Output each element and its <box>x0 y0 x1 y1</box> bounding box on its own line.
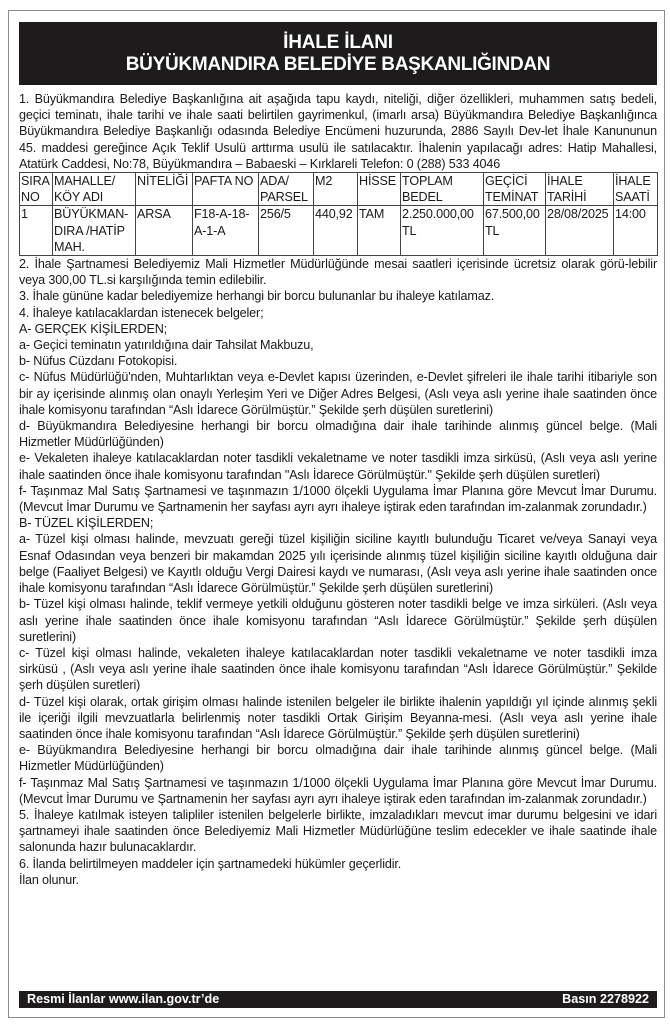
notice-body <box>19 91 657 888</box>
notice-title: İHALE İLANI <box>283 31 393 53</box>
cell-hisse: TAM <box>358 206 401 256</box>
col-header-ihale-tarihi: İHALE TARİHİ <box>546 173 614 206</box>
col-header-mahalle: MAHALLE/ KÖY ADI <box>53 173 136 206</box>
col-header-hisse: HİSSE <box>358 173 401 206</box>
footer-press-number: Basın 2278922 <box>562 992 649 1006</box>
intro-paragraph: 1. Büyükmandıra Belediye Başkanlığına ait aşağıda tapu kaydı, niteliği, diğer özellikleri, muhammen satış bedeli, geçici teminatı, ihale tarihi ve ihale saati belirtilen gayrimenkul, (imarlı arsa) Büyükmandıra Belediye Başkanlığınca Büyükmandıra Belediye Başkanlığı odasında Belediye Encümeni huzurunda, 2886 Sayılı Dev-let İhale Kanununun 45. maddesi gereğince Açık Teklif Usulü arttırma usulü ile satılacaktır. İhalenin yapılacağı adres: Hatip Mahallesi, Atatürk Caddesi, No:78, Büyükmandıra – Babaeski – Kırklareli Telefon: 0 (288) 533 4046 <box>19 92 657 171</box>
col-header-ada-parsel: ADA/ PARSEL <box>259 173 314 206</box>
cell-gecici-teminat: 67.500,00 TL <box>484 206 546 256</box>
list-item: b- Tüzel kişi olması halinde, teklif vermeye yetkili olduğunu gösteren noter tasdikli belge ve imza sirküleri. (Aslı veya aslı yerine ihale saatinden önce ihale komisyonu tarafından “Aslı İdarece Görülmüştür.” Şekilde şerh düşülen suretlerini) <box>19 597 657 644</box>
col-header-sira-no: SIRA NO <box>20 173 53 206</box>
cell-mahalle: BÜYÜKMAN-DIRA /HATİP MAH. <box>53 206 136 256</box>
cell-sira-no: 1 <box>20 206 53 256</box>
col-header-toplam-bedel: TOPLAM BEDEL <box>401 173 484 206</box>
footer-website-link[interactable]: Resmi İlanlar www.ilan.gov.tr’de <box>27 992 220 1006</box>
cell-toplam-bedel: 2.250.000,00 TL <box>401 206 484 256</box>
closing-line: İlan olunur. <box>19 872 79 887</box>
cell-m2: 440,92 <box>314 206 358 256</box>
notice-subtitle: BÜYÜKMANDIRA BELEDİYE BAŞKANLIĞINDAN <box>125 53 551 75</box>
list-item: e- Büyükmandıra Belediyesine herhangi bir borcu olmadığına dair ihale tarihinde alınmış güncel belge. (Mali Hizmetler Müdürlüğünden) <box>19 743 657 774</box>
paragraph-2: 2. İhale Şartnamesi Belediyemiz Mali Hizmetler Müdürlüğünde mesai saatleri içerisinde ücretsiz olarak görü-lebilir veya 300,00 TL.si karşılığında temin edilebilir. <box>19 257 657 288</box>
list-item: f- Taşınmaz Mal Satış Şartnamesi ve taşınmazın 1/1000 ölçekli Uygulama İmar Planına göre Mevcut İmar Durumu. (Mevcut İmar Durumu ve Şartnamenin her sayfası ayrı ayrı ihaleye iştirak eden tarafından im-zalanmak zorundadır.) <box>19 775 657 806</box>
list-item: d- Tüzel kişi olarak, ortak girişim olması halinde istenilen belgeler ile birlikte ihalenin yapıldığı yıl içinde alınmış şekli ile içeriği ilgili mevzuatlarla belirlenmiş noter tasdikli Ortak Girişim Beyanna-mesi. (Aslı veya aslı yerine ihale saatinden önce ihale komisyonu tarafından “Aslı İdarece Görülmüştür.” Şekilde şerh düşülen suretlerini) <box>19 694 657 741</box>
section-heading-gercek: A- GERÇEK KİŞİLERDEN; <box>19 321 168 336</box>
cell-ada-parsel: 256/5 <box>259 206 314 256</box>
cell-niteligi: ARSA <box>136 206 193 256</box>
section-heading-tuzel: B- TÜZEL KİŞİLERDEN; <box>19 516 154 531</box>
notice-footer <box>19 991 657 1008</box>
list-item: d- Büyükmandıra Belediyesine herhangi bir borcu olmadığına dair ihale tarihinde alınmış güncel belge. (Mali Hizmetler Müdürlüğünden) <box>19 419 657 450</box>
col-header-pafta-no: PAFTA NO <box>193 173 259 206</box>
tender-table <box>19 172 658 256</box>
notice-header <box>19 22 657 85</box>
paragraph-6: 6. İlanda belirtilmeyen maddeler için şartnamedeki hükümler geçerlidir. <box>19 856 402 871</box>
cell-pafta-no: F18-A-18-A-1-A <box>193 206 259 256</box>
paragraph-5: 5. İhaleye katılmak isteyen talipliler istenilen belgelerle birlikte, imzaladıkları mevcut imar durumu belgesini ve idari şartnameyi ihale saatinden önce Belediyemiz Mali Hizmetler Müdürlüğüne teslim edecekler ve ihale saatinde ihale salonunda hazır bulunacaklardır. <box>19 807 657 855</box>
table-header-row <box>20 173 658 206</box>
list-item: a- Geçici teminatın yatırıldığına dair Tahsilat Makbuzu, <box>19 338 314 353</box>
table-row <box>20 206 658 256</box>
list-item: e- Vekaleten ihaleye katılacaklardan noter tasdikli vekaletname ve noter tasdikli imza sirküsü, (Aslı veya aslı yerine ihale saatinden önce ihale komisyonu tarafından "Aslı İdarece Görülmüştür." Şekilde şerh düşülen suretleri) <box>19 451 657 482</box>
col-header-m2: M2 <box>314 173 358 206</box>
paragraph-3: 3. İhale gününe kadar belediyemize herhangi bir borcu bulunanlar bu ihaleye katılamaz. <box>19 289 495 304</box>
list-item: b- Nüfus Cüzdanı Fotokopisi. <box>19 354 178 369</box>
list-item: f- Taşınmaz Mal Satış Şartnamesi ve taşınmazın 1/1000 ölçekli Uygulama İmar Planına göre Mevcut İmar Durumu. (Mevcut İmar Durumu ve Şartnamenin her sayfası ayrı ayrı ihaleye iştirak eden tarafından im-zalanmak zorundadır.) <box>19 483 657 515</box>
list-item: c- Nüfus Müdürlüğü'nden, Muhtarlıktan veya e-Devlet kapısı üzerinden, e-Devlet şifreleri ile ihale tarihi itibariyle son bir ay içerisinde alınmış olan onaylı Yerleşim Yeri ve Diğer Adres Belgesi, (Aslı veya aslı yerine ihale saatinden önce ihale komisyonu tarafından “Aslı İdarece Görülmüştür.” Şekilde şerh düşülen suretlerini) <box>19 370 657 417</box>
list-item: a- Tüzel kişi olması halinde, mevzuatı gereği tüzel kişiliğin siciline kayıtlı bulunduğu Ticaret ve/veya Sanayi veya Esnaf Odasından veya benzeri bir makamdan 2025 yılı içerisinde alınmış tüzel kişiliğin siciline kayıtlı olduğuna dair belge (Faaliyet Belgesi) ve Kayıtlı olduğu Vergi Dairesi kaydı ve numarası, (Aslı veya aslı yerine ihale saatinden once ihale komisyonu tarafından “Aslı İdarece Görülmüştür.” Şekilde şerh düşülen suretlerini) <box>19 532 657 596</box>
col-header-ihale-saati: İHALE SAATİ <box>614 173 658 206</box>
cell-ihale-saati: 14:00 <box>614 206 658 256</box>
list-item: c- Tüzel kişi olması halinde, vekaleten ihaleye katılacaklardan noter tasdikli vekaletname ve noter tasdikli imza sirküsü , (Aslı veya aslı yerine ihale saatinden önce ihale komisyonu tarafından “Aslı İdarece Görülmüştür.” Şekilde şerh düşülen suretleri) <box>19 645 657 693</box>
cell-ihale-tarihi: 28/08/2025 <box>546 206 614 256</box>
paragraph-4: 4. İhaleye katılacaklardan istenecek belgeler; <box>19 305 264 320</box>
col-header-gecici-teminat: GEÇİCİ TEMİNAT <box>484 173 546 206</box>
col-header-niteligi: NİTELİĞİ <box>136 173 193 206</box>
